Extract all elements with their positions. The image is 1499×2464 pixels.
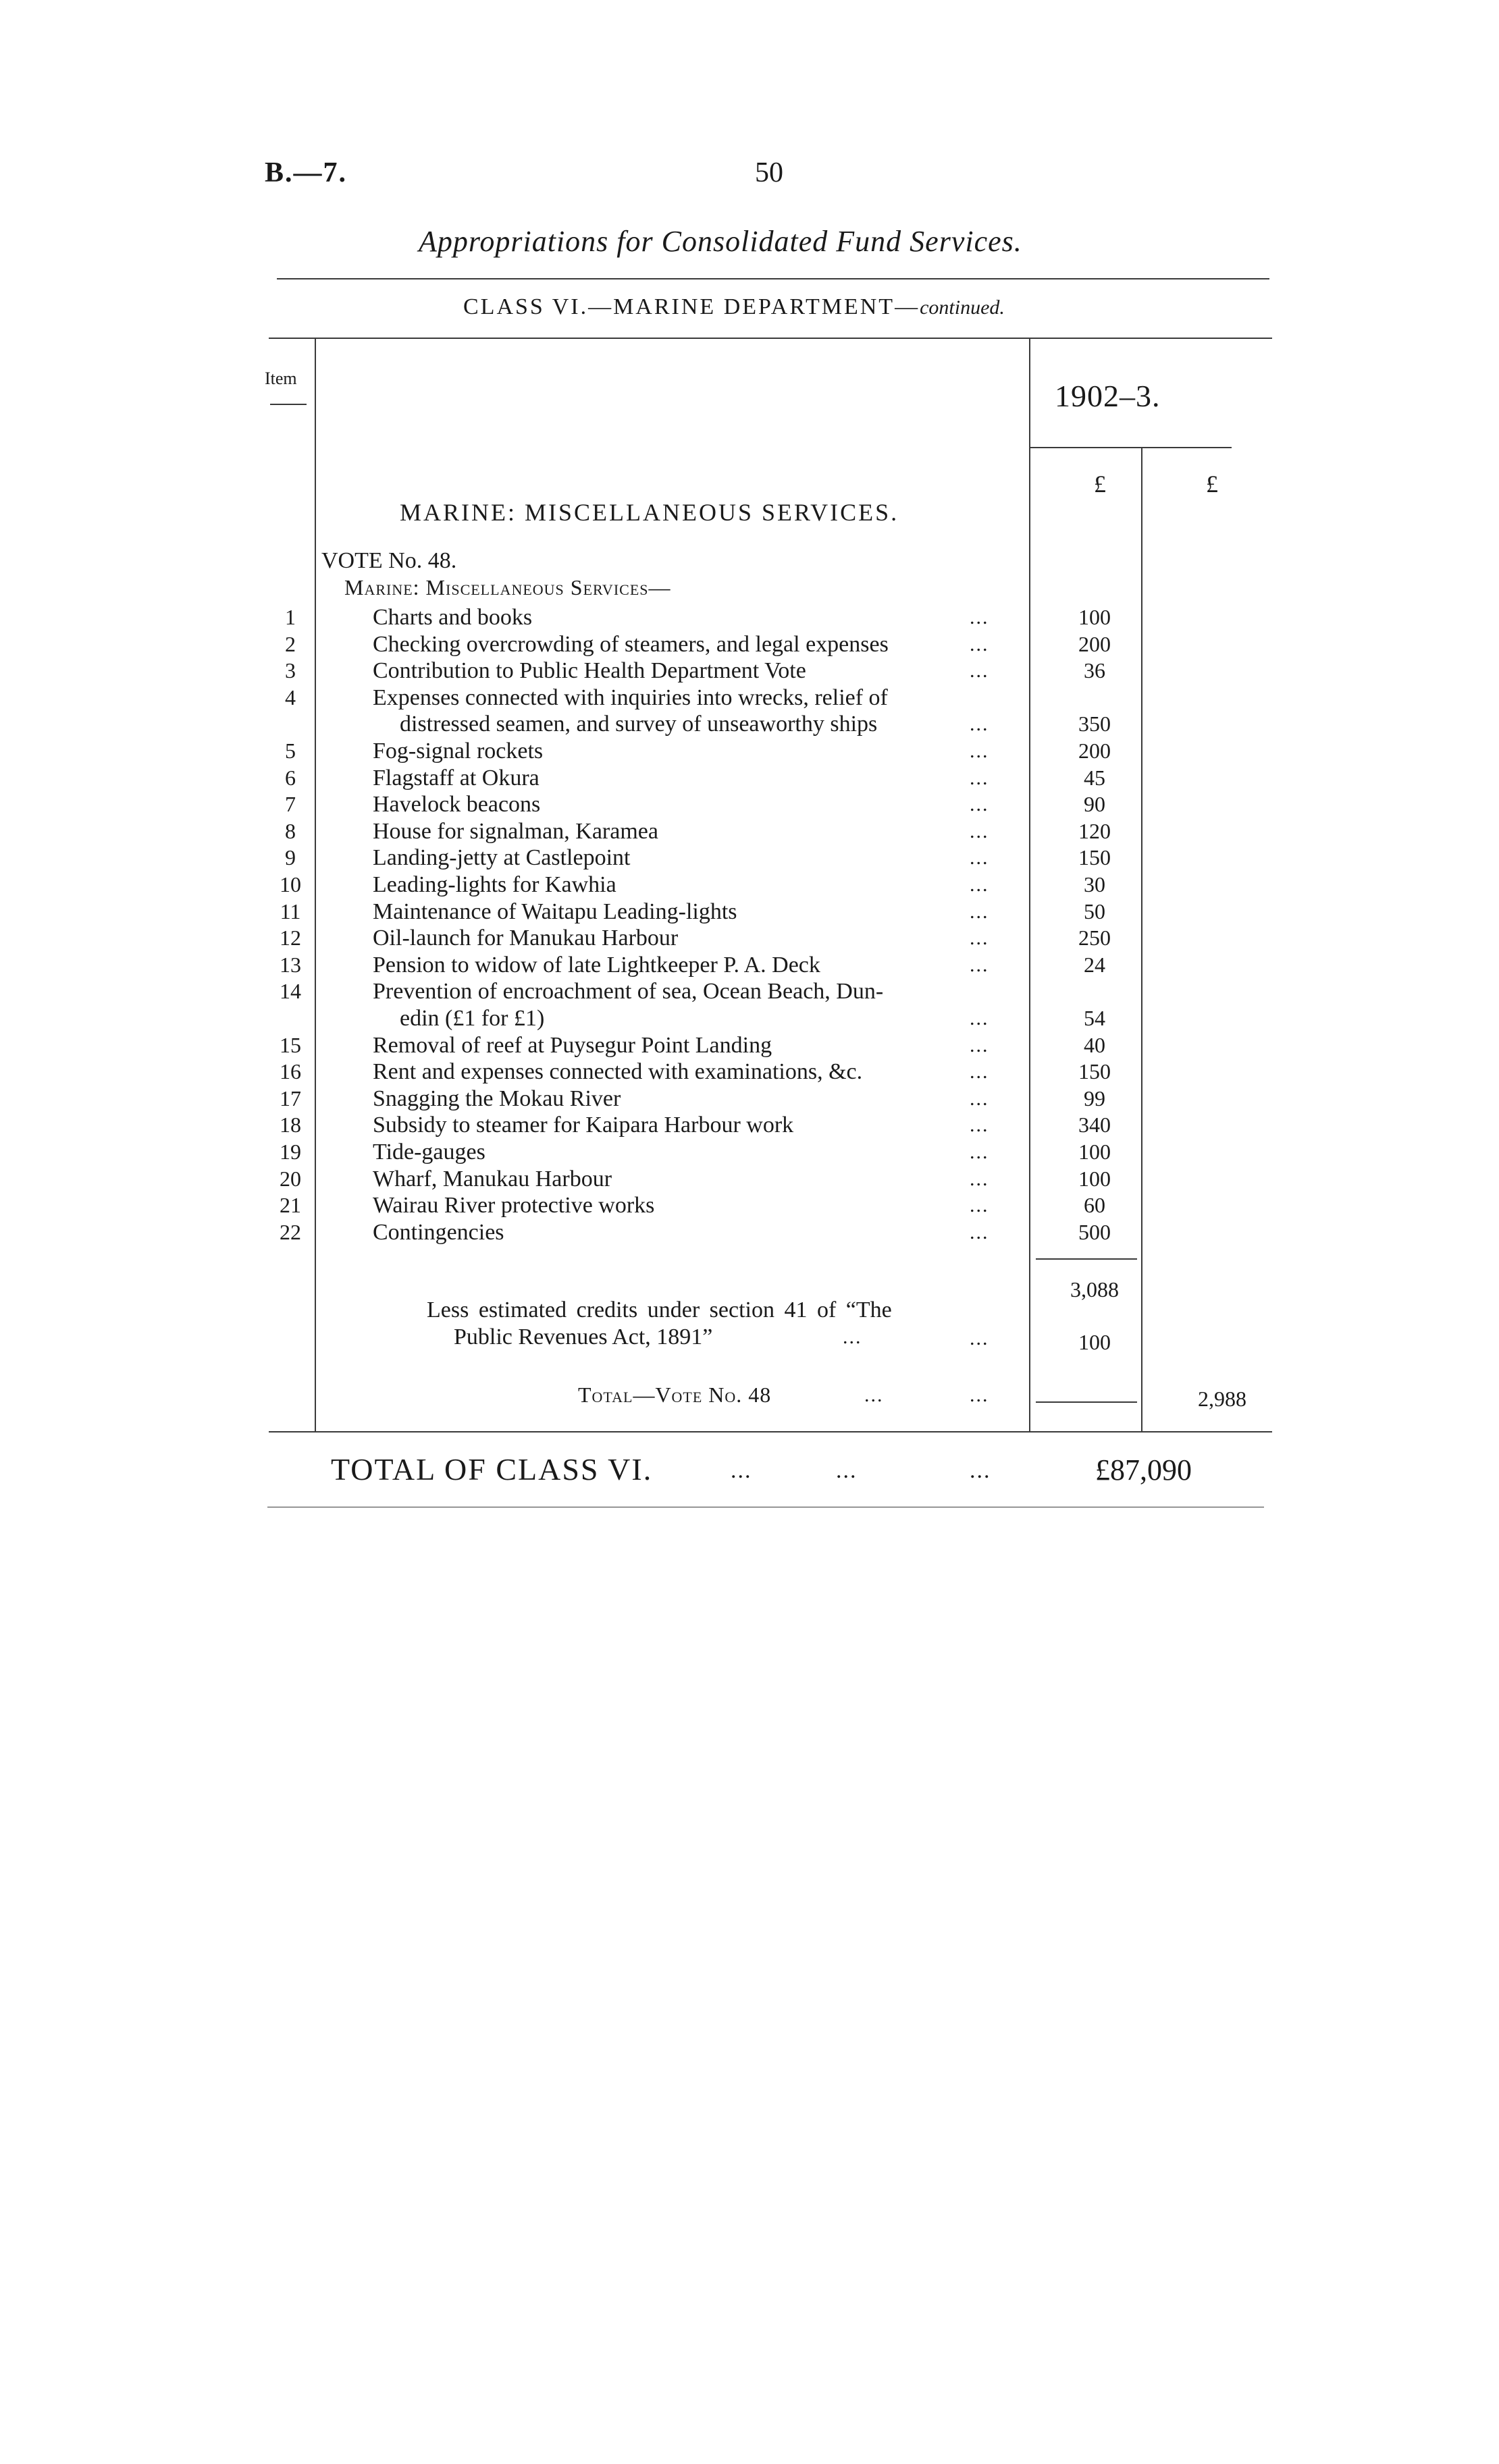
item-amount: 350 <box>1078 712 1111 736</box>
leader-dots: ... <box>970 953 989 976</box>
item-description: Wairau River protective works <box>373 1193 655 1218</box>
item-description: Tide-gauges <box>373 1140 485 1164</box>
leader-dots: ... <box>970 1327 989 1349</box>
item-amount: 250 <box>1078 926 1111 950</box>
item-number: 8 <box>285 818 296 843</box>
item-description: Landing-jetty at Castlepoint <box>373 845 631 871</box>
credits-amount: 100 <box>1078 1330 1111 1354</box>
leader-dots: ... <box>970 1114 989 1137</box>
item-number: 7 <box>285 792 296 817</box>
vote-number: VOTE No. 48. <box>321 548 457 573</box>
item-description: Subsidy to steamer for Kaipara Harbour work <box>373 1113 794 1138</box>
item-number: 6 <box>285 765 296 790</box>
item-amount: 40 <box>1084 1032 1105 1057</box>
item-number: 2 <box>285 631 296 656</box>
class-heading-suffix: continued. <box>920 296 1005 319</box>
item-number: 16 <box>280 1059 301 1084</box>
item-number: 11 <box>280 899 301 923</box>
item-amount: 150 <box>1078 845 1111 870</box>
total-class-label: TOTAL OF CLASS VI. <box>331 1452 653 1487</box>
page-number: 50 <box>755 157 783 188</box>
item-description: Wharf, Manukau Harbour <box>373 1166 612 1191</box>
item-description: Checking overcrowding of steamers, and legal expenses <box>373 631 889 657</box>
item-number: 14 <box>280 979 301 1004</box>
leader-dots: ... <box>731 1458 752 1483</box>
credits-line-2: Public Revenues Act, 1891” <box>454 1324 713 1349</box>
item-description: Maintenance of Waitapu Leading-lights <box>373 899 737 924</box>
item-amount: 200 <box>1078 631 1111 656</box>
year-heading: 1902–3. <box>1055 379 1161 413</box>
leader-dots: ... <box>970 874 989 896</box>
item-amount: 60 <box>1084 1193 1105 1218</box>
item-number: 3 <box>285 658 296 683</box>
leader-dots: ... <box>970 1034 989 1056</box>
leader-dots: ... <box>970 660 989 682</box>
leader-dots: ... <box>970 820 989 842</box>
table-bottom-rule <box>269 1431 1272 1432</box>
leader-dots: ... <box>864 1384 884 1406</box>
pound-sign-col1: £ <box>1094 471 1106 498</box>
leader-dots: ... <box>970 1167 989 1190</box>
title-rule <box>277 278 1269 279</box>
leader-dots: ... <box>970 633 989 655</box>
item-amount: 30 <box>1084 872 1105 896</box>
item-description: Snagging the Mokau River <box>373 1086 621 1111</box>
item-number: 17 <box>280 1086 301 1110</box>
item-number: 20 <box>280 1166 301 1191</box>
leader-dots: ... <box>836 1458 858 1483</box>
leader-dots: ... <box>970 1221 989 1243</box>
item-amount: 150 <box>1078 1059 1111 1084</box>
item-amount: 50 <box>1084 899 1105 923</box>
item-amount: 200 <box>1078 739 1111 763</box>
section-title: MARINE: MISCELLANEOUS SERVICES. <box>400 499 899 526</box>
item-description: Contingencies <box>373 1219 504 1245</box>
item-number: 5 <box>285 739 296 763</box>
leader-dots: ... <box>970 1141 989 1163</box>
class-heading <box>463 294 1005 320</box>
item-description: Pension to widow of late Lightkeeper P. A. Deck <box>373 952 820 977</box>
leader-dots: ... <box>970 793 989 816</box>
leader-dots: ... <box>970 847 989 869</box>
item-number: 10 <box>280 872 301 896</box>
leader-dots: ... <box>970 766 989 789</box>
item-amount: 500 <box>1078 1219 1111 1244</box>
item-number: 21 <box>280 1193 301 1218</box>
leader-dots: ... <box>970 740 989 762</box>
item-number: 13 <box>280 952 301 977</box>
item-description: Havelock beacons <box>373 792 541 818</box>
item-amount: 120 <box>1078 818 1111 843</box>
item-amount: 100 <box>1078 1140 1111 1164</box>
item-amount: 54 <box>1084 1006 1105 1030</box>
leader-dots: ... <box>970 713 989 736</box>
page-code: B.—7. <box>265 157 348 188</box>
item-number: 12 <box>280 926 301 950</box>
item-number: 15 <box>280 1032 301 1057</box>
item-column-label: Item <box>265 369 297 388</box>
item-description: Leading-lights for Kawhia <box>373 872 616 897</box>
subtotal-rule <box>1036 1258 1137 1260</box>
item-amount: 45 <box>1084 765 1105 790</box>
item-amount: 100 <box>1078 605 1111 629</box>
leader-dots: ... <box>970 1061 989 1083</box>
item-description: Prevention of encroachment of sea, Ocean Beach, Dun- <box>373 979 884 1005</box>
item-amount: 99 <box>1084 1086 1105 1110</box>
leader-dots: ... <box>970 1458 991 1483</box>
sub-heading: Marine: Miscellaneous Services— <box>344 575 671 599</box>
leader-dots: ... <box>970 606 989 628</box>
item-description: Expenses connected with inquiries into wrecks, relief of <box>373 685 888 710</box>
item-description: Flagstaff at Okura <box>373 765 540 791</box>
item-column-rule <box>315 339 316 1432</box>
item-description-continued: edin (£1 for £1) <box>400 1006 545 1031</box>
item-description: Contribution to Public Health Department Vote <box>373 658 806 684</box>
item-number: 1 <box>285 605 296 629</box>
total-class-amount: £87,090 <box>1095 1453 1192 1487</box>
class-heading-text: CLASS VI.—MARINE DEPARTMENT— <box>463 294 920 319</box>
total-vote-amount: 2,988 <box>1198 1387 1246 1411</box>
year-underline <box>1029 447 1232 448</box>
item-label-underline <box>270 404 307 405</box>
item-number: 18 <box>280 1113 301 1137</box>
item-amount: 36 <box>1084 658 1105 683</box>
item-description-continued: distressed seamen, and survey of unseaworthy ships <box>400 712 878 737</box>
item-amount: 340 <box>1078 1113 1111 1137</box>
leader-dots: ... <box>843 1326 862 1348</box>
item-number: 22 <box>280 1219 301 1244</box>
item-amount: 24 <box>1084 952 1105 977</box>
item-description: Charts and books <box>373 605 533 630</box>
item-description: Removal of reef at Puysegur Point Landing <box>373 1032 772 1058</box>
item-description: Fog-signal rockets <box>373 739 544 764</box>
credits-line-1: Less estimated credits under section 41 of “The <box>427 1297 892 1322</box>
item-number: 4 <box>285 685 296 709</box>
item-number: 9 <box>285 845 296 870</box>
leader-dots: ... <box>970 1194 989 1217</box>
page-title: Appropriations for Consolidated Fund Services. <box>419 225 1022 258</box>
leader-dots: ... <box>970 1007 989 1029</box>
item-description: Rent and expenses connected with examinations, &c. <box>373 1059 863 1085</box>
pound-sign-col2: £ <box>1206 471 1218 498</box>
amount-column-rule <box>1029 339 1030 1432</box>
item-number: 19 <box>280 1140 301 1164</box>
table-top-rule <box>269 338 1272 339</box>
total-vote-rule <box>1036 1401 1137 1403</box>
total-vote-label: Total—Vote No. 48 <box>578 1383 772 1407</box>
item-description: Oil-launch for Manukau Harbour <box>373 926 679 951</box>
leader-dots: ... <box>970 1087 989 1110</box>
item-amount: 100 <box>1078 1166 1111 1191</box>
leader-dots: ... <box>970 1384 989 1406</box>
leader-dots: ... <box>970 927 989 950</box>
subtotal-amount: 3,088 <box>1070 1277 1119 1302</box>
item-amount: 90 <box>1084 792 1105 817</box>
item-description: House for signalman, Karamea <box>373 818 658 844</box>
leader-dots: ... <box>970 900 989 923</box>
